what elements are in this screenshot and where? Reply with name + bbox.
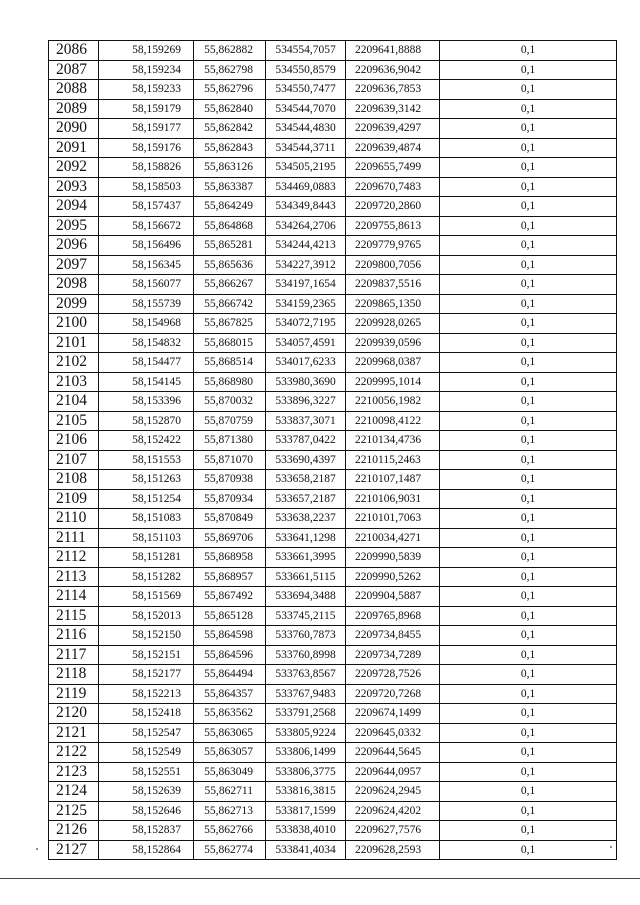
value-cell: 0,1	[440, 372, 617, 392]
point-number-cell: 2101	[49, 333, 99, 353]
latitude-cell: 58,151281	[99, 548, 194, 568]
point-number-cell: 2086	[49, 41, 99, 61]
coord-y-cell: 2210056,1982	[346, 392, 440, 412]
coord-x-cell: 533661,5115	[266, 567, 346, 587]
coord-y-cell: 2210107,1487	[346, 470, 440, 490]
latitude-cell: 58,154968	[99, 314, 194, 334]
longitude-cell: 55,867492	[194, 587, 266, 607]
value-cell: 0,1	[440, 177, 617, 197]
coord-y-cell: 2209628,2593	[346, 840, 440, 860]
point-number-cell: 2117	[49, 645, 99, 665]
latitude-cell: 58,152177	[99, 665, 194, 685]
table-row	[49, 236, 617, 256]
value-cell: 0,1	[440, 762, 617, 782]
longitude-cell: 55,863562	[194, 704, 266, 724]
coord-y-cell: 2209734,8455	[346, 626, 440, 646]
point-number-cell: 2094	[49, 197, 99, 217]
longitude-cell: 55,868957	[194, 567, 266, 587]
value-cell: 0,1	[440, 294, 617, 314]
latitude-cell: 58,152870	[99, 411, 194, 431]
longitude-cell: 55,863126	[194, 158, 266, 178]
coord-y-cell: 2209928,0265	[346, 314, 440, 334]
coord-x-cell: 533767,9483	[266, 684, 346, 704]
longitude-cell: 55,864596	[194, 645, 266, 665]
latitude-cell: 58,152864	[99, 840, 194, 860]
longitude-cell: 55,868514	[194, 353, 266, 373]
coord-x-cell: 534544,7070	[266, 99, 346, 119]
value-cell: 0,1	[440, 80, 617, 100]
coord-x-cell: 534544,3711	[266, 138, 346, 158]
value-cell: 0,1	[440, 411, 617, 431]
coord-x-cell: 533690,4397	[266, 450, 346, 470]
longitude-cell: 55,871070	[194, 450, 266, 470]
table-row	[49, 392, 617, 412]
longitude-cell: 55,871380	[194, 431, 266, 451]
coord-x-cell: 534197,1654	[266, 275, 346, 295]
value-cell: 0,1	[440, 431, 617, 451]
point-number-cell: 2103	[49, 372, 99, 392]
latitude-cell: 58,152837	[99, 821, 194, 841]
longitude-cell: 55,863387	[194, 177, 266, 197]
coord-y-cell: 2209645,0332	[346, 723, 440, 743]
point-number-cell: 2087	[49, 60, 99, 80]
coord-y-cell: 2209904,5887	[346, 587, 440, 607]
latitude-cell: 58,152150	[99, 626, 194, 646]
point-number-cell: 2115	[49, 606, 99, 626]
longitude-cell: 55,863065	[194, 723, 266, 743]
point-number-cell: 2110	[49, 509, 99, 529]
coord-y-cell: 2210101,7063	[346, 509, 440, 529]
value-cell: 0,1	[440, 216, 617, 236]
value-cell: 0,1	[440, 158, 617, 178]
point-number-cell: 2091	[49, 138, 99, 158]
table-row	[49, 138, 617, 158]
value-cell: 0,1	[440, 684, 617, 704]
coord-y-cell: 2210098,4122	[346, 411, 440, 431]
value-cell: 0,1	[440, 275, 617, 295]
coord-x-cell: 533760,7873	[266, 626, 346, 646]
coord-x-cell: 534244,4213	[266, 236, 346, 256]
latitude-cell: 58,152213	[99, 684, 194, 704]
latitude-cell: 58,152422	[99, 431, 194, 451]
longitude-cell: 55,868015	[194, 333, 266, 353]
coord-y-cell: 2209728,7526	[346, 665, 440, 685]
coord-y-cell: 2209720,7268	[346, 684, 440, 704]
value-cell: 0,1	[440, 41, 617, 61]
longitude-cell: 55,862796	[194, 80, 266, 100]
value-cell: 0,1	[440, 314, 617, 334]
longitude-cell: 55,863049	[194, 762, 266, 782]
table-row	[49, 509, 617, 529]
coord-y-cell: 2209670,7483	[346, 177, 440, 197]
coord-y-cell: 2209655,7499	[346, 158, 440, 178]
point-number-cell: 2125	[49, 801, 99, 821]
point-number-cell: 2099	[49, 294, 99, 314]
value-cell: 0,1	[440, 801, 617, 821]
longitude-cell: 55,862798	[194, 60, 266, 80]
table-row	[49, 821, 617, 841]
value-cell: 0,1	[440, 138, 617, 158]
value-cell: 0,1	[440, 567, 617, 587]
table-row	[49, 567, 617, 587]
value-cell: 0,1	[440, 197, 617, 217]
latitude-cell: 58,159176	[99, 138, 194, 158]
coord-x-cell: 534349,8443	[266, 197, 346, 217]
latitude-cell: 58,157437	[99, 197, 194, 217]
longitude-cell: 55,865281	[194, 236, 266, 256]
table-row	[49, 119, 617, 139]
point-number-cell: 2109	[49, 489, 99, 509]
point-number-cell: 2100	[49, 314, 99, 334]
latitude-cell: 58,159269	[99, 41, 194, 61]
value-cell: 0,1	[440, 840, 617, 860]
table-row	[49, 197, 617, 217]
point-number-cell: 2105	[49, 411, 99, 431]
latitude-cell: 58,152551	[99, 762, 194, 782]
value-cell: 0,1	[440, 509, 617, 529]
value-cell: 0,1	[440, 723, 617, 743]
coord-x-cell: 534017,6233	[266, 353, 346, 373]
longitude-cell: 55,867825	[194, 314, 266, 334]
coord-y-cell: 2209641,8888	[346, 41, 440, 61]
table-row	[49, 645, 617, 665]
coord-x-cell: 533816,3815	[266, 782, 346, 802]
value-cell: 0,1	[440, 821, 617, 841]
point-number-cell: 2104	[49, 392, 99, 412]
coord-y-cell: 2209624,4202	[346, 801, 440, 821]
latitude-cell: 58,151553	[99, 450, 194, 470]
table-row	[49, 840, 617, 860]
coord-y-cell: 2209837,5516	[346, 275, 440, 295]
latitude-cell: 58,152151	[99, 645, 194, 665]
coord-x-cell: 533806,3775	[266, 762, 346, 782]
coord-y-cell: 2209639,4874	[346, 138, 440, 158]
longitude-cell: 55,868958	[194, 548, 266, 568]
coord-y-cell: 2209674,1499	[346, 704, 440, 724]
longitude-cell: 55,869706	[194, 528, 266, 548]
latitude-cell: 58,156672	[99, 216, 194, 236]
longitude-cell: 55,864598	[194, 626, 266, 646]
point-number-cell: 2116	[49, 626, 99, 646]
point-number-cell: 2127	[49, 840, 99, 860]
value-cell: 0,1	[440, 665, 617, 685]
value-cell: 0,1	[440, 470, 617, 490]
longitude-cell: 55,868980	[194, 372, 266, 392]
table-row	[49, 723, 617, 743]
coord-x-cell: 533694,3488	[266, 587, 346, 607]
longitude-cell: 55,870934	[194, 489, 266, 509]
table-row	[49, 548, 617, 568]
coord-x-cell: 533841,4034	[266, 840, 346, 860]
coord-y-cell: 2209990,5262	[346, 567, 440, 587]
page-bottom-rule	[0, 878, 640, 879]
coord-y-cell: 2209968,0387	[346, 353, 440, 373]
value-cell: 0,1	[440, 645, 617, 665]
table-row	[49, 411, 617, 431]
point-number-cell: 2111	[49, 528, 99, 548]
coord-y-cell: 2210134,4736	[346, 431, 440, 451]
coord-x-cell: 534072,7195	[266, 314, 346, 334]
latitude-cell: 58,152013	[99, 606, 194, 626]
coord-x-cell: 534544,4830	[266, 119, 346, 139]
coord-x-cell: 533638,2237	[266, 509, 346, 529]
table-row	[49, 255, 617, 275]
latitude-cell: 58,156077	[99, 275, 194, 295]
longitude-cell: 55,864868	[194, 216, 266, 236]
longitude-cell: 55,862842	[194, 119, 266, 139]
table-row	[49, 294, 617, 314]
point-number-cell: 2118	[49, 665, 99, 685]
latitude-cell: 58,158503	[99, 177, 194, 197]
coord-y-cell: 2209779,9765	[346, 236, 440, 256]
latitude-cell: 58,151263	[99, 470, 194, 490]
latitude-cell: 58,152639	[99, 782, 194, 802]
table-row	[49, 60, 617, 80]
coord-x-cell: 534227,3912	[266, 255, 346, 275]
table-row	[49, 665, 617, 685]
coord-y-cell: 2209865,1350	[346, 294, 440, 314]
coord-x-cell: 533763,8567	[266, 665, 346, 685]
longitude-cell: 55,865636	[194, 255, 266, 275]
table-row	[49, 684, 617, 704]
coord-x-cell: 533817,1599	[266, 801, 346, 821]
point-number-cell: 2121	[49, 723, 99, 743]
table-row	[49, 177, 617, 197]
coord-x-cell: 534469,0883	[266, 177, 346, 197]
table-row	[49, 762, 617, 782]
coord-x-cell: 534550,8579	[266, 60, 346, 80]
value-cell: 0,1	[440, 548, 617, 568]
table-row	[49, 158, 617, 178]
value-cell: 0,1	[440, 606, 617, 626]
latitude-cell: 58,154145	[99, 372, 194, 392]
value-cell: 0,1	[440, 99, 617, 119]
coord-x-cell: 533791,2568	[266, 704, 346, 724]
latitude-cell: 58,156345	[99, 255, 194, 275]
coord-x-cell: 533787,0422	[266, 431, 346, 451]
coord-y-cell: 2209639,4297	[346, 119, 440, 139]
coord-x-cell: 533760,8998	[266, 645, 346, 665]
latitude-cell: 58,159177	[99, 119, 194, 139]
table-row	[49, 528, 617, 548]
longitude-cell: 55,864494	[194, 665, 266, 685]
coord-y-cell: 2209644,5645	[346, 743, 440, 763]
value-cell: 0,1	[440, 119, 617, 139]
table-row	[49, 587, 617, 607]
table-row	[49, 470, 617, 490]
longitude-cell: 55,870938	[194, 470, 266, 490]
latitude-cell: 58,154477	[99, 353, 194, 373]
point-number-cell: 2106	[49, 431, 99, 451]
longitude-cell: 55,862711	[194, 782, 266, 802]
latitude-cell: 58,153396	[99, 392, 194, 412]
point-number-cell: 2097	[49, 255, 99, 275]
longitude-cell: 55,870849	[194, 509, 266, 529]
value-cell: 0,1	[440, 489, 617, 509]
table-row	[49, 41, 617, 61]
coord-x-cell: 533896,3227	[266, 392, 346, 412]
point-number-cell: 2093	[49, 177, 99, 197]
table-row	[49, 801, 617, 821]
table-row	[49, 275, 617, 295]
coordinates-table	[48, 40, 617, 860]
point-number-cell: 2095	[49, 216, 99, 236]
coord-y-cell: 2210034,4271	[346, 528, 440, 548]
longitude-cell: 55,865128	[194, 606, 266, 626]
table-row	[49, 782, 617, 802]
coord-y-cell: 2209720,2860	[346, 197, 440, 217]
latitude-cell: 58,159233	[99, 80, 194, 100]
latitude-cell: 58,152646	[99, 801, 194, 821]
scan-speck	[610, 846, 612, 848]
longitude-cell: 55,862774	[194, 840, 266, 860]
longitude-cell: 55,866267	[194, 275, 266, 295]
latitude-cell: 58,152547	[99, 723, 194, 743]
latitude-cell: 58,151569	[99, 587, 194, 607]
point-number-cell: 2108	[49, 470, 99, 490]
point-number-cell: 2124	[49, 782, 99, 802]
point-number-cell: 2096	[49, 236, 99, 256]
table-row	[49, 314, 617, 334]
longitude-cell: 55,862840	[194, 99, 266, 119]
value-cell: 0,1	[440, 236, 617, 256]
coord-x-cell: 534554,7057	[266, 41, 346, 61]
latitude-cell: 58,158826	[99, 158, 194, 178]
point-number-cell: 2114	[49, 587, 99, 607]
value-cell: 0,1	[440, 333, 617, 353]
coord-x-cell: 534550,7477	[266, 80, 346, 100]
point-number-cell: 2102	[49, 353, 99, 373]
coord-x-cell: 534505,2195	[266, 158, 346, 178]
table-row	[49, 372, 617, 392]
table-row	[49, 704, 617, 724]
latitude-cell: 58,152418	[99, 704, 194, 724]
latitude-cell: 58,159179	[99, 99, 194, 119]
value-cell: 0,1	[440, 704, 617, 724]
point-number-cell: 2120	[49, 704, 99, 724]
longitude-cell: 55,870032	[194, 392, 266, 412]
value-cell: 0,1	[440, 353, 617, 373]
point-number-cell: 2126	[49, 821, 99, 841]
point-number-cell: 2088	[49, 80, 99, 100]
table-row	[49, 80, 617, 100]
value-cell: 0,1	[440, 450, 617, 470]
point-number-cell: 2119	[49, 684, 99, 704]
value-cell: 0,1	[440, 743, 617, 763]
point-number-cell: 2112	[49, 548, 99, 568]
scan-speck	[36, 848, 38, 850]
coord-x-cell: 533806,1499	[266, 743, 346, 763]
table-row	[49, 606, 617, 626]
longitude-cell: 55,863057	[194, 743, 266, 763]
point-number-cell: 2092	[49, 158, 99, 178]
coord-y-cell: 2209734,7289	[346, 645, 440, 665]
value-cell: 0,1	[440, 626, 617, 646]
table-row	[49, 353, 617, 373]
point-number-cell: 2090	[49, 119, 99, 139]
longitude-cell: 55,862843	[194, 138, 266, 158]
coord-y-cell: 2209627,7576	[346, 821, 440, 841]
coord-x-cell: 533661,3995	[266, 548, 346, 568]
table-row	[49, 216, 617, 236]
latitude-cell: 58,151254	[99, 489, 194, 509]
coord-y-cell: 2210115,2463	[346, 450, 440, 470]
longitude-cell: 55,866742	[194, 294, 266, 314]
longitude-cell: 55,870759	[194, 411, 266, 431]
latitude-cell: 58,155739	[99, 294, 194, 314]
coord-y-cell: 2209636,9042	[346, 60, 440, 80]
table-row	[49, 450, 617, 470]
point-number-cell: 2107	[49, 450, 99, 470]
coord-y-cell: 2209800,7056	[346, 255, 440, 275]
coord-y-cell: 2209755,8613	[346, 216, 440, 236]
point-number-cell: 2089	[49, 99, 99, 119]
coord-x-cell: 534159,2365	[266, 294, 346, 314]
latitude-cell: 58,152549	[99, 743, 194, 763]
coordinates-table-body	[49, 41, 617, 860]
point-number-cell: 2122	[49, 743, 99, 763]
latitude-cell: 58,151282	[99, 567, 194, 587]
table-row	[49, 99, 617, 119]
value-cell: 0,1	[440, 782, 617, 802]
table-row	[49, 489, 617, 509]
coord-y-cell: 2209624,2945	[346, 782, 440, 802]
coord-y-cell: 2209765,8968	[346, 606, 440, 626]
value-cell: 0,1	[440, 60, 617, 80]
latitude-cell: 58,156496	[99, 236, 194, 256]
coord-x-cell: 533838,4010	[266, 821, 346, 841]
coord-y-cell: 2210106,9031	[346, 489, 440, 509]
point-number-cell: 2113	[49, 567, 99, 587]
coord-y-cell: 2209636,7853	[346, 80, 440, 100]
coord-x-cell: 533657,2187	[266, 489, 346, 509]
table-row	[49, 431, 617, 451]
longitude-cell: 55,864249	[194, 197, 266, 217]
value-cell: 0,1	[440, 255, 617, 275]
coord-x-cell: 533805,9224	[266, 723, 346, 743]
point-number-cell: 2123	[49, 762, 99, 782]
coord-x-cell: 533641,1298	[266, 528, 346, 548]
coord-y-cell: 2209939,0596	[346, 333, 440, 353]
coord-x-cell: 533837,3071	[266, 411, 346, 431]
latitude-cell: 58,151083	[99, 509, 194, 529]
coord-y-cell: 2209644,0957	[346, 762, 440, 782]
value-cell: 0,1	[440, 587, 617, 607]
coord-x-cell: 533980,3690	[266, 372, 346, 392]
table-row	[49, 333, 617, 353]
longitude-cell: 55,862766	[194, 821, 266, 841]
coord-y-cell: 2209990,5839	[346, 548, 440, 568]
value-cell: 0,1	[440, 528, 617, 548]
coord-y-cell: 2209639,3142	[346, 99, 440, 119]
table-row	[49, 626, 617, 646]
coord-x-cell: 533745,2115	[266, 606, 346, 626]
longitude-cell: 55,864357	[194, 684, 266, 704]
latitude-cell: 58,159234	[99, 60, 194, 80]
value-cell: 0,1	[440, 392, 617, 412]
longitude-cell: 55,862713	[194, 801, 266, 821]
longitude-cell: 55,862882	[194, 41, 266, 61]
coord-y-cell: 2209995,1014	[346, 372, 440, 392]
latitude-cell: 58,151103	[99, 528, 194, 548]
coord-x-cell: 534057,4591	[266, 333, 346, 353]
latitude-cell: 58,154832	[99, 333, 194, 353]
table-row	[49, 743, 617, 763]
coord-x-cell: 533658,2187	[266, 470, 346, 490]
coord-x-cell: 534264,2706	[266, 216, 346, 236]
point-number-cell: 2098	[49, 275, 99, 295]
